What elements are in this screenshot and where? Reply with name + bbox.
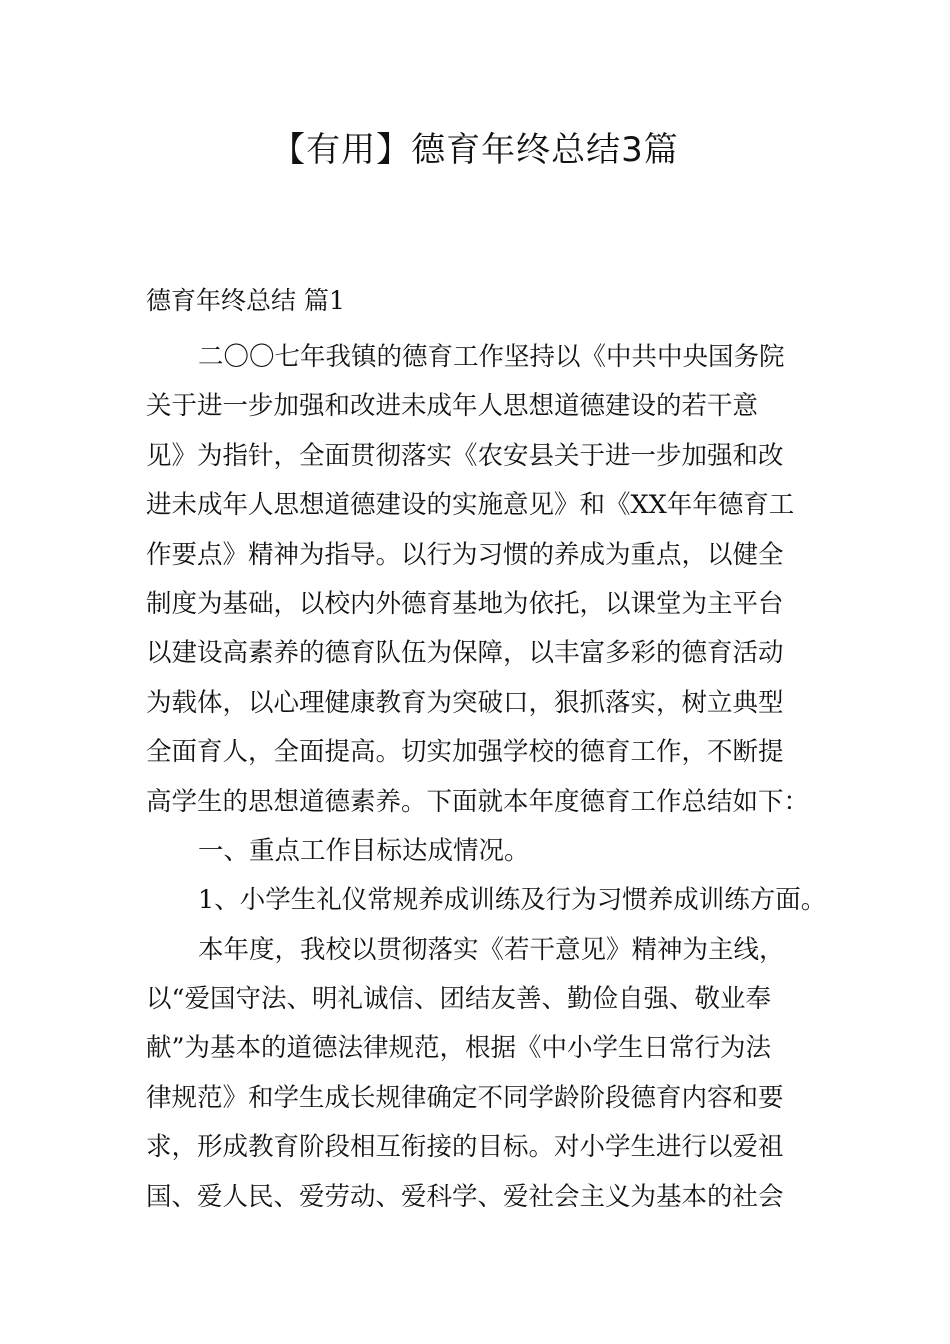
body-text-line: 一、重点工作目标达成情况。	[198, 835, 530, 866]
body-text-line: 本年度，我校以贯彻落实《若干意见》精神为主线，	[198, 934, 785, 965]
body-text-line: 献”为基本的道德法律规范，根据《中小学生日常行为法	[146, 1033, 772, 1064]
body-text-line: 制度为基础，以校内外德育基地为依托，以课堂为主平台	[146, 588, 784, 619]
body-text-line: 律规范》和学生成长规律确定不同学龄阶段德育内容和要	[146, 1082, 784, 1113]
body-text-line: 作要点》精神为指导。以行为习惯的养成为重点，以健全	[146, 539, 784, 570]
body-text-line: 以“爱国守法、明礼诚信、团结友善、勤俭自强、敬业奉	[146, 984, 772, 1015]
body-text-line: 以建设高素养的德育队伍为保障，以丰富多彩的德育活动	[146, 638, 784, 669]
body-text-line: 二〇〇七年我镇的德育工作坚持以《中共中央国务院	[198, 342, 785, 372]
section-heading: 德育年终总结 篇1	[146, 286, 345, 315]
body-text-line: 求，形成教育阶段相互衔接的目标。对小学生进行以爱祖	[146, 1132, 784, 1163]
document-body	[146, 333, 827, 1222]
body-text-line: 高学生的思想道德素养。下面就本年度德育工作总结如下：	[146, 786, 810, 817]
body-text-line: 为载体，以心理健康教育为突破口，狠抓落实，树立典型	[146, 687, 784, 718]
body-text-line: 国、爱人民、爱劳动、爱科学、爱社会主义为基本的社会	[146, 1181, 784, 1212]
body-text-line: 关于进一步加强和改进未成年人思想道德建设的若干意	[146, 391, 759, 422]
body-text-line: 全面育人，全面提高。切实加强学校的德育工作，不断提	[146, 737, 784, 768]
body-text-line: 1、小学生礼仪常规养成训练及行为习惯养成训练方面。	[198, 885, 827, 916]
body-text-line: 见》为指针，全面贯彻落实《农安县关于进一步加强和改	[146, 440, 784, 471]
body-text-line: 进未成年人思想道德建设的实施意见》和《XX年年德育工	[146, 490, 795, 521]
document-title: 【有用】德育年终总结3篇	[271, 130, 679, 170]
